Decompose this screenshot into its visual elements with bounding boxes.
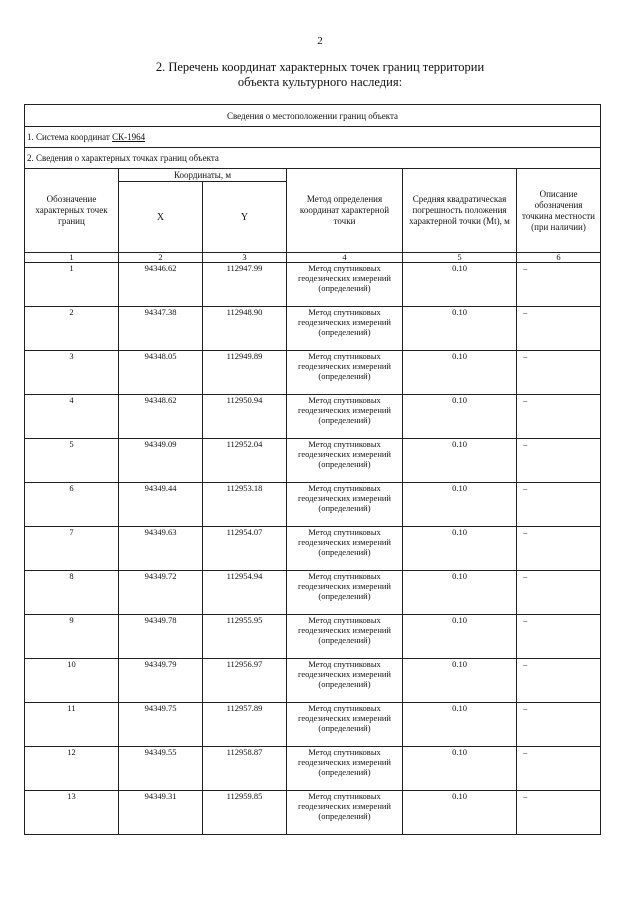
header-coordinates: Координаты, м <box>119 169 287 182</box>
header-y: Y <box>203 182 287 253</box>
method: Метод спутниковых геодезических измерений (определений) <box>287 439 403 483</box>
error-value: 0.10 <box>403 483 517 527</box>
method: Метод спутниковых геодезических измерений (определений) <box>287 527 403 571</box>
coord-y: 112956.97 <box>203 659 287 703</box>
coord-x: 94348.62 <box>119 395 203 439</box>
column-number-4: 4 <box>287 253 403 263</box>
table-row <box>25 439 601 483</box>
table-row <box>25 527 601 571</box>
error-value: 0.10 <box>403 791 517 835</box>
coord-x: 94349.78 <box>119 615 203 659</box>
coord-y: 112959.85 <box>203 791 287 835</box>
coord-y: 112958.87 <box>203 747 287 791</box>
table-row <box>25 351 601 395</box>
error-value: 0.10 <box>403 351 517 395</box>
points-info-label: 2. Сведения о характерных точках границ объекта <box>25 148 601 169</box>
error-value: 0.10 <box>403 659 517 703</box>
coord-x: 94349.09 <box>119 439 203 483</box>
coord-x: 94348.05 <box>119 351 203 395</box>
title-line-1: 2. Перечень координат характерных точек границ территории <box>155 60 485 74</box>
header-method: Метод определения координат характерной точки <box>287 169 403 253</box>
point-number: 8 <box>25 571 119 615</box>
method: Метод спутниковых геодезических измерений (определений) <box>287 659 403 703</box>
description: – <box>517 571 601 615</box>
page-title <box>0 60 640 90</box>
coordinates-table <box>24 104 601 835</box>
point-number: 3 <box>25 351 119 395</box>
coord-x: 94349.31 <box>119 791 203 835</box>
section-title: Сведения о местоположении границ объекта <box>25 105 601 127</box>
error-value: 0.10 <box>403 747 517 791</box>
error-value: 0.10 <box>403 395 517 439</box>
coord-x: 94349.63 <box>119 527 203 571</box>
table-row <box>25 307 601 351</box>
coord-y: 112957.89 <box>203 703 287 747</box>
point-number: 6 <box>25 483 119 527</box>
coord-system-cell <box>25 127 601 148</box>
table-row <box>25 791 601 835</box>
coord-y: 112955.95 <box>203 615 287 659</box>
method: Метод спутниковых геодезических измерений (определений) <box>287 263 403 307</box>
table-row <box>25 703 601 747</box>
error-value: 0.10 <box>403 615 517 659</box>
table-row <box>25 615 601 659</box>
description: – <box>517 659 601 703</box>
error-value: 0.10 <box>403 439 517 483</box>
description: – <box>517 703 601 747</box>
description: – <box>517 791 601 835</box>
coord-y: 112950.94 <box>203 395 287 439</box>
coord-y: 112952.04 <box>203 439 287 483</box>
coord-y: 112947.99 <box>203 263 287 307</box>
method: Метод спутниковых геодезических измерений (определений) <box>287 307 403 351</box>
point-number: 10 <box>25 659 119 703</box>
point-number: 4 <box>25 395 119 439</box>
method: Метод спутниковых геодезических измерений (определений) <box>287 791 403 835</box>
header-x: X <box>119 182 203 253</box>
point-number: 1 <box>25 263 119 307</box>
method: Метод спутниковых геодезических измерений (определений) <box>287 571 403 615</box>
table-row <box>25 395 601 439</box>
description: – <box>517 395 601 439</box>
description: – <box>517 263 601 307</box>
title-line-2: объекта культурного наследия: <box>237 75 403 89</box>
coord-y: 112954.94 <box>203 571 287 615</box>
column-numbers-row <box>25 253 601 263</box>
table-row <box>25 571 601 615</box>
method: Метод спутниковых геодезических измерений (определений) <box>287 483 403 527</box>
method: Метод спутниковых геодезических измерений (определений) <box>287 351 403 395</box>
error-value: 0.10 <box>403 527 517 571</box>
coord-x: 94349.44 <box>119 483 203 527</box>
description: – <box>517 351 601 395</box>
method: Метод спутниковых геодезических измерений (определений) <box>287 703 403 747</box>
coord-y: 112953.18 <box>203 483 287 527</box>
error-value: 0.10 <box>403 307 517 351</box>
error-value: 0.10 <box>403 571 517 615</box>
header-point-designation: Обозначение характерных точек границ <box>25 169 119 253</box>
description: – <box>517 483 601 527</box>
method: Метод спутниковых геодезических измерений (определений) <box>287 395 403 439</box>
description: – <box>517 747 601 791</box>
point-number: 9 <box>25 615 119 659</box>
column-number-1: 1 <box>25 253 119 263</box>
coord-x: 94346.62 <box>119 263 203 307</box>
table-row <box>25 483 601 527</box>
description: – <box>517 439 601 483</box>
error-value: 0.10 <box>403 263 517 307</box>
coord-y: 112949.89 <box>203 351 287 395</box>
description: – <box>517 615 601 659</box>
page-number: 2 <box>317 35 323 47</box>
point-number: 11 <box>25 703 119 747</box>
point-number: 12 <box>25 747 119 791</box>
column-number-5: 5 <box>403 253 517 263</box>
error-value: 0.10 <box>403 703 517 747</box>
coord-x: 94347.38 <box>119 307 203 351</box>
point-number: 5 <box>25 439 119 483</box>
coord-x: 94349.55 <box>119 747 203 791</box>
point-number: 7 <box>25 527 119 571</box>
coord-y: 112948.90 <box>203 307 287 351</box>
column-number-3: 3 <box>203 253 287 263</box>
table-row <box>25 659 601 703</box>
method: Метод спутниковых геодезических измерений (определений) <box>287 615 403 659</box>
description: – <box>517 307 601 351</box>
coord-x: 94349.72 <box>119 571 203 615</box>
coord-x: 94349.75 <box>119 703 203 747</box>
method: Метод спутниковых геодезических измерений (определений) <box>287 747 403 791</box>
column-number-2: 2 <box>119 253 203 263</box>
point-number: 2 <box>25 307 119 351</box>
point-number: 13 <box>25 791 119 835</box>
header-description: Описание обозначения точкина местности (при наличии) <box>517 169 601 253</box>
coord-system-label: 1. Система координат <box>27 132 110 142</box>
table-row <box>25 263 601 307</box>
coord-y: 112954.07 <box>203 527 287 571</box>
header-error <box>403 169 517 253</box>
column-number-6: 6 <box>517 253 601 263</box>
coord-system-value: СК-1964 <box>112 132 146 142</box>
header-error-text: Средняя квадратическая погрешность положения характерной точки (Mt), м <box>409 194 510 226</box>
coord-x: 94349.79 <box>119 659 203 703</box>
description: – <box>517 527 601 571</box>
table-row <box>25 747 601 791</box>
